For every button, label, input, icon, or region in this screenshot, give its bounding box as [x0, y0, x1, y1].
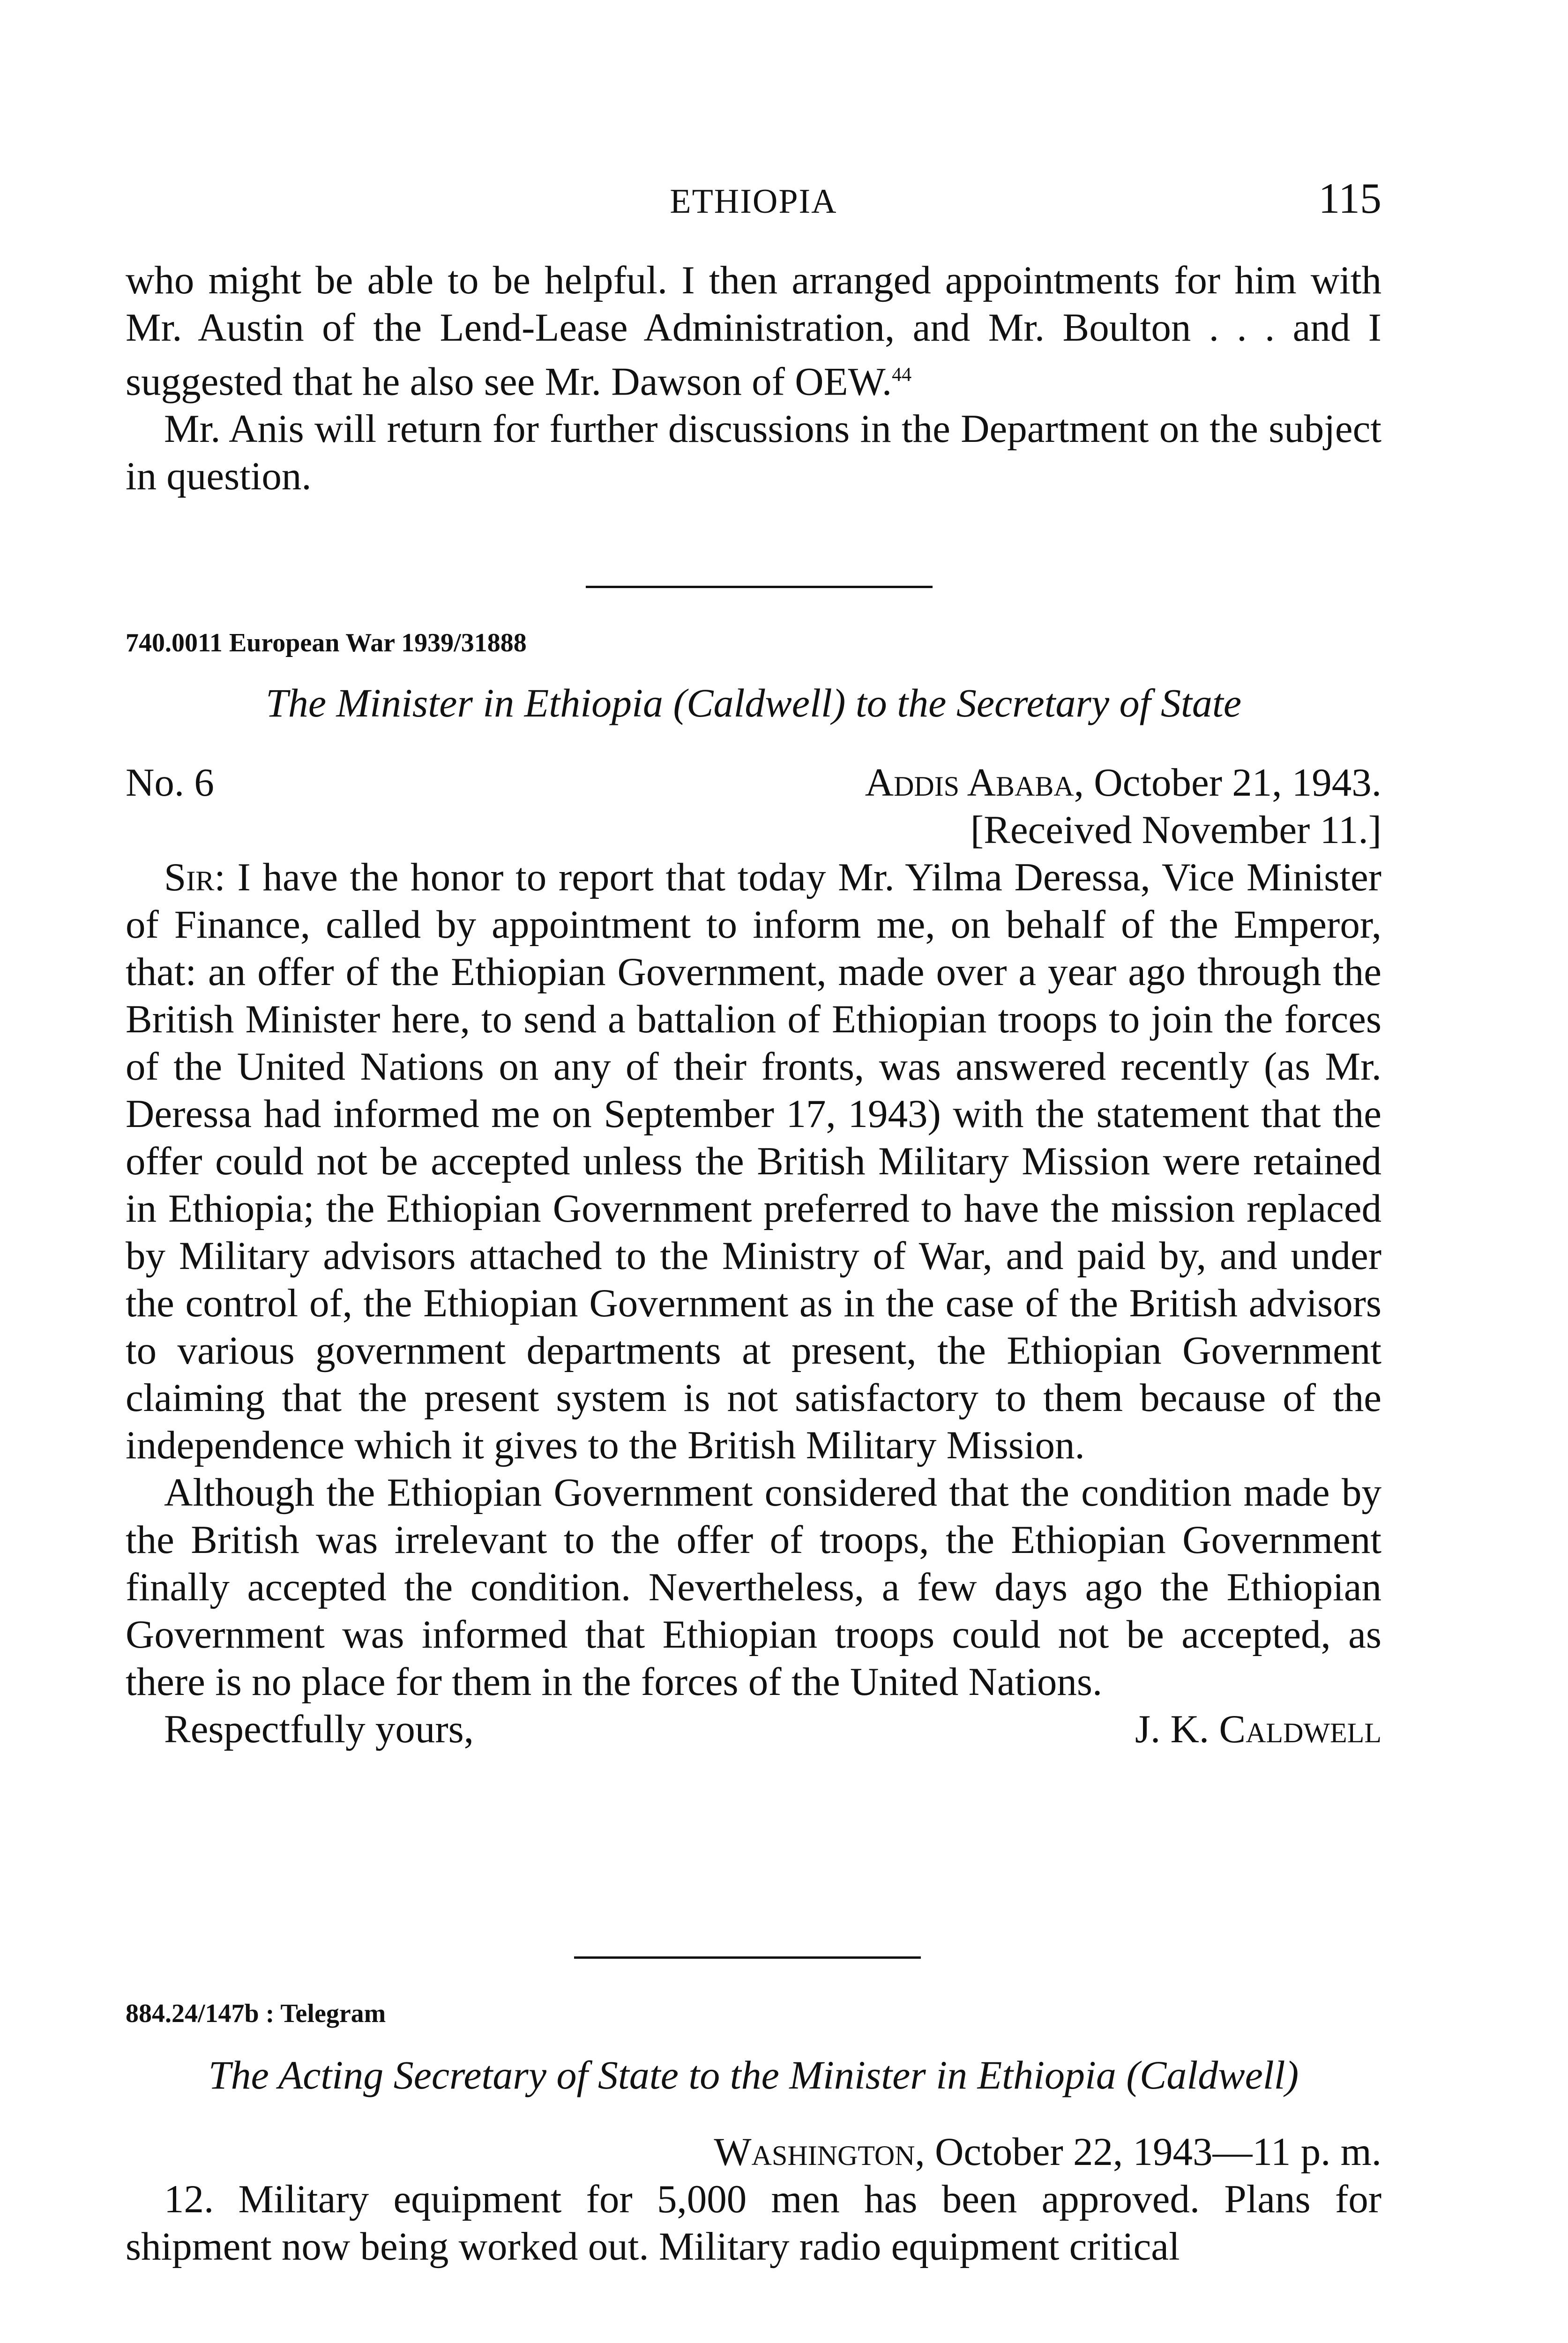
closing: Respectfully yours, — [164, 1707, 474, 1751]
signature: J. K. Caldwell — [1135, 1707, 1381, 1751]
document-title: The Minister in Ethiopia (Caldwell) to the Secretary of State — [265, 680, 1241, 725]
document-body — [126, 854, 1381, 1753]
dateline — [126, 2128, 1381, 2176]
received-line — [126, 806, 1381, 854]
paragraph: Although the Ethiopian Government considered that the condition made by the British was irrelevant to the offer of troops, the Ethiopian Government finally accepted the condition. Nevertheless, a few days ago the Ethiopian Government was informed that Ethiopian troops could not be accepted, as there is no place for them in the forces of the United Nations. — [126, 1470, 1381, 1704]
document-number: No. 6 — [126, 761, 214, 805]
paragraph — [126, 854, 1381, 1469]
dateline — [126, 759, 1381, 806]
document-title: The Acting Secretary of State to the Minister in Ethiopia (Caldwell) — [208, 2052, 1299, 2097]
footnote-ref: 44 — [892, 364, 912, 386]
place: Addis Ababa — [865, 761, 1074, 805]
section-divider — [574, 1956, 921, 1959]
paragraph-text: : I have the honor to report that today Mr. Yilma Deressa, Vice Minister of Finance, called by appointment to inform me, on behalf of the Emperor, that: an offer of the Ethiopian Government, made over a year ago through the British Minister here, to send a battalion of Ethiopian troops to join the forces of the United Nations on any of their fronts, was answered recently (as Mr. Deressa had informed me on September 17, 1943) with the statement that the offer could not be accepted unless the British Military Mission were retained in Ethiopia; the Ethiopian Government preferred to have the mission replaced by Military advisors attached to the Ministry of War, and paid by, and under the control of, the Ethiopian Government as in the case of the British advisors to various government departments at present, the Ethiopian Government claiming that the present system is not satisfactory to them because of the independence which it gives to the British Military Mission. — [126, 855, 1381, 1467]
file-reference: 884.24/147b : Telegram — [126, 1999, 386, 2028]
telegram-body — [126, 2176, 1381, 2270]
section-divider — [586, 586, 933, 588]
file-reference: 740.0011 European War 1939/31888 — [126, 628, 527, 657]
page-number: 115 — [1318, 174, 1381, 222]
salutation: Sir — [164, 855, 215, 899]
date: , October 21, 1943. — [1074, 761, 1381, 805]
paragraph: 12. Military equipment for 5,000 men has been approved. Plans for shipment now being worked out. Military radio equipment critical — [126, 2177, 1381, 2268]
date: , October 22, 1943—11 p. m. — [915, 2130, 1381, 2174]
paragraph-text: who might be able to be helpful. I then arranged appointments for him with Mr. Austin of the Lend-Lease Administration, and Mr. Boulton . . . and I suggested that he also see Mr. Dawson of OEW. — [126, 258, 1381, 404]
place-date — [714, 2128, 1381, 2176]
paragraph — [126, 257, 1381, 405]
running-head — [126, 173, 1381, 225]
closing-line — [126, 1706, 1381, 1753]
paragraph: Mr. Anis will return for further discussions in the Department on the subject in question. — [126, 407, 1381, 499]
place-date — [865, 759, 1381, 806]
continuation-text — [126, 257, 1381, 500]
received-date: [Received November 11.] — [970, 808, 1381, 852]
running-head-title: ETHIOPIA — [670, 182, 837, 221]
place: Washington — [714, 2130, 915, 2174]
